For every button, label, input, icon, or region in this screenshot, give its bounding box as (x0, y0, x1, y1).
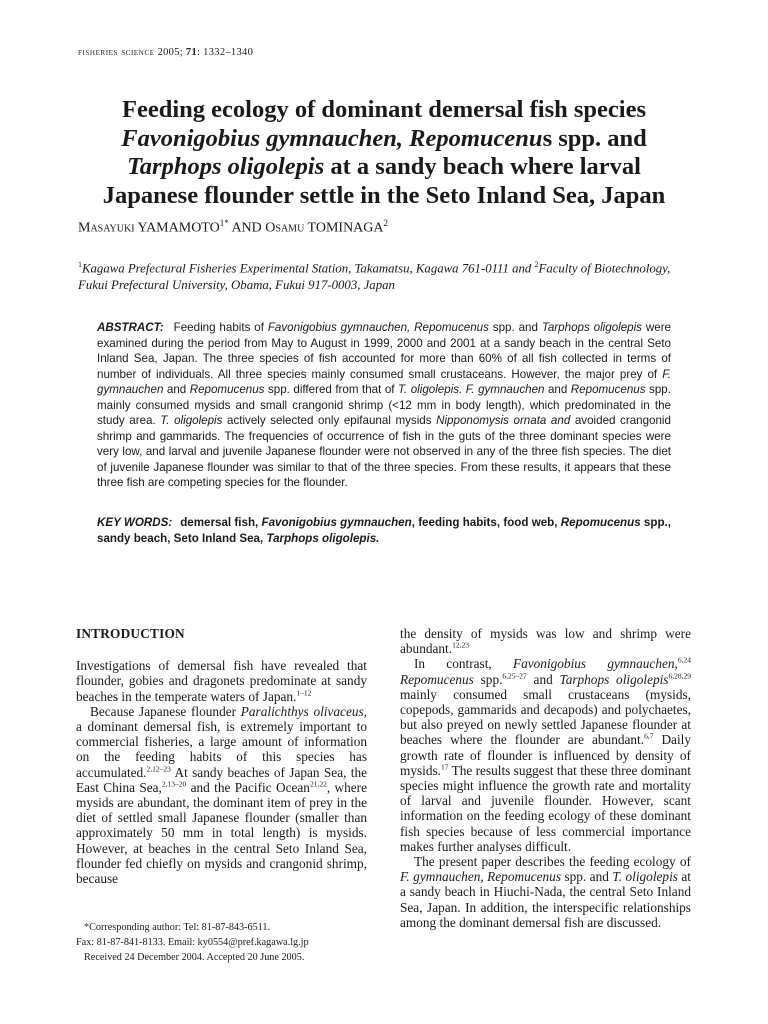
journal-pages: : 1332–1340 (197, 47, 254, 58)
author-1-given: Masayuki (78, 220, 135, 236)
abstract-label: ABSTRACT: (97, 321, 164, 334)
author-and: AND (228, 220, 266, 236)
author-1-family: YAMAMOTO (134, 220, 220, 236)
intro-paragraph-3: In contrast, Favonigobius gymnauchen,$^{6,24}$ Repomucenus spp.$^{6,25-27}$ and Tarphops oligolepis$^{6,28,29}$ mainly consumed small crustaceans (mysids, copepods, gammarids and decapods) and polychaetes, but also preyed on newly settled Japanese flounder at beaches where the flounder are abundant.$^{6,7}$ Daily growth rate of flounder is influenced by density of mysids.$^{17}$ The results suggest that these three dominant species might influence the growth rate and mortality of larval and juvenile flounder. However, scant information on the feeding ecology of these dominant fish species because of less commercial importance makes further analyses difficult. (400, 655, 691, 854)
abstract: ABSTRACT: Feeding habits of Favonigobius gymnauchen, Repomucenus spp. and Tarphops oligolepis were examined during the period from May to August in 1999, 2000 and 2001 at a sandy beach in the central Seto Inland Sea, Japan. The three species of fish accounted for more than 60% of all fish collected in terms of number of individuals. All three species mainly consumed small crustaceans. However, the major prey of F. gymnauchen and Repomucenus spp. differed from that of T. oligolepis. F. gymnauchen and Repomucenus spp. mainly consumed mysids and small crangonid shrimp (<12 mm in body length), which predominated in the study area. T. oligolepis actively selected only epifaunal mysids Nipponomysis ornata and avoided crangonid shrimp and gammarids. The frequencies of occurrence of fish in the guts of the three dominant species were very low, and larval and juvenile Japanese flounder were not observed in any of the three fish species. The diet of juvenile Japanese flounder was similar to that of the three species. From these results, it appears that these three fish are competing species for the flounder. (97, 321, 671, 489)
affiliations: $^1$Kagawa Prefectural Fisheries Experimental Station, Takamatsu, Kagawa 761-0111 and $^2$Faculty of Biotechnology, Fukui Prefectural University, Obama, Fukui 917-0003, Japan (78, 260, 671, 293)
keywords-label: KEY WORDS: (97, 516, 173, 529)
journal-name: fisheries science (78, 47, 155, 58)
footnote-contact: Fax: 81-87-841-8133. Email: ky0554@pref.kagawa.lg.jp (76, 937, 309, 948)
intro-paragraph-4: The present paper describes the feeding ecology of F. gymnauchen, Repomucenus spp. and T. oligolepis at a sandy beach in Hiuchi-Nada, the central Seto Inland Sea, Japan. In addition, the interspecific relationships among the dominant demersal fish are discussed. (400, 854, 691, 930)
footnote-corresponding: *Corresponding author: Tel: 81-87-843-6511. (84, 922, 271, 933)
column-left (76, 626, 367, 886)
journal-header (78, 47, 253, 58)
title-line-4: Japanese flounder settle in the Seto Inland Sea, Japan (102, 181, 666, 209)
intro-paragraph-2: Because Japanese flounder Paralichthys olivaceus, a dominant demersal fish, is extremely important to commercial fisheries, a large amount of information on the feeding habits of this species has accumulated.$^{2,12-23}$ At sandy beaches of Japan Sea, the East China Sea,$^{2,13-20}$ and the Pacific Ocean$^{21,22}$, where mysids are abundant, the dominant item of prey in the diet of settled small Japanese flounder (smaller than approximately 50 mm in total length) is mysids. However, at beaches in the central Seto Inland Sea, flounder fed chiefly on mysids and crangonid shrimp, because (76, 703, 367, 887)
title-line-1: Feeding ecology of dominant demersal fish species (122, 96, 646, 123)
section-heading-introduction: INTRODUCTION (76, 626, 185, 641)
intro-paragraph-1: Investigations of demersal fish have revealed that flounder, gobies and dragonets predominate at sandy beaches in the temperate waters of Japan.$^{1-12}$ (76, 658, 367, 704)
keywords: KEY WORDS: demersal fish, Favonigobius gymnauchen, feeding habits, food web, Repomucenus spp., sandy beach, Seto Inland Sea, Tarphops oligolepis. (97, 516, 671, 545)
author-2-family: TOMINAGA (304, 220, 384, 236)
author-2-mark: 2 (383, 218, 389, 228)
column-right (400, 626, 691, 930)
journal-volume: 71 (185, 47, 198, 58)
footnote (76, 920, 367, 965)
journal-year: 2005; (157, 47, 183, 58)
author-2-given: Osamu (265, 220, 305, 236)
title-line-2: Favonigobius gymnauchen, Repomucenus spp. and (121, 124, 647, 152)
intro-paragraph-2-cont: the density of mysids was low and shrimp were abundant.$^{12,23}$ (400, 626, 691, 657)
footnote-dates: Received 24 December 2004. Accepted 20 June 2005. (84, 952, 305, 963)
author-list (78, 218, 388, 237)
paper-title (60, 96, 708, 210)
author-1-mark: 1* (219, 218, 229, 228)
title-line-3: Tarphops oligolepis at a sandy beach where larval (127, 153, 641, 180)
